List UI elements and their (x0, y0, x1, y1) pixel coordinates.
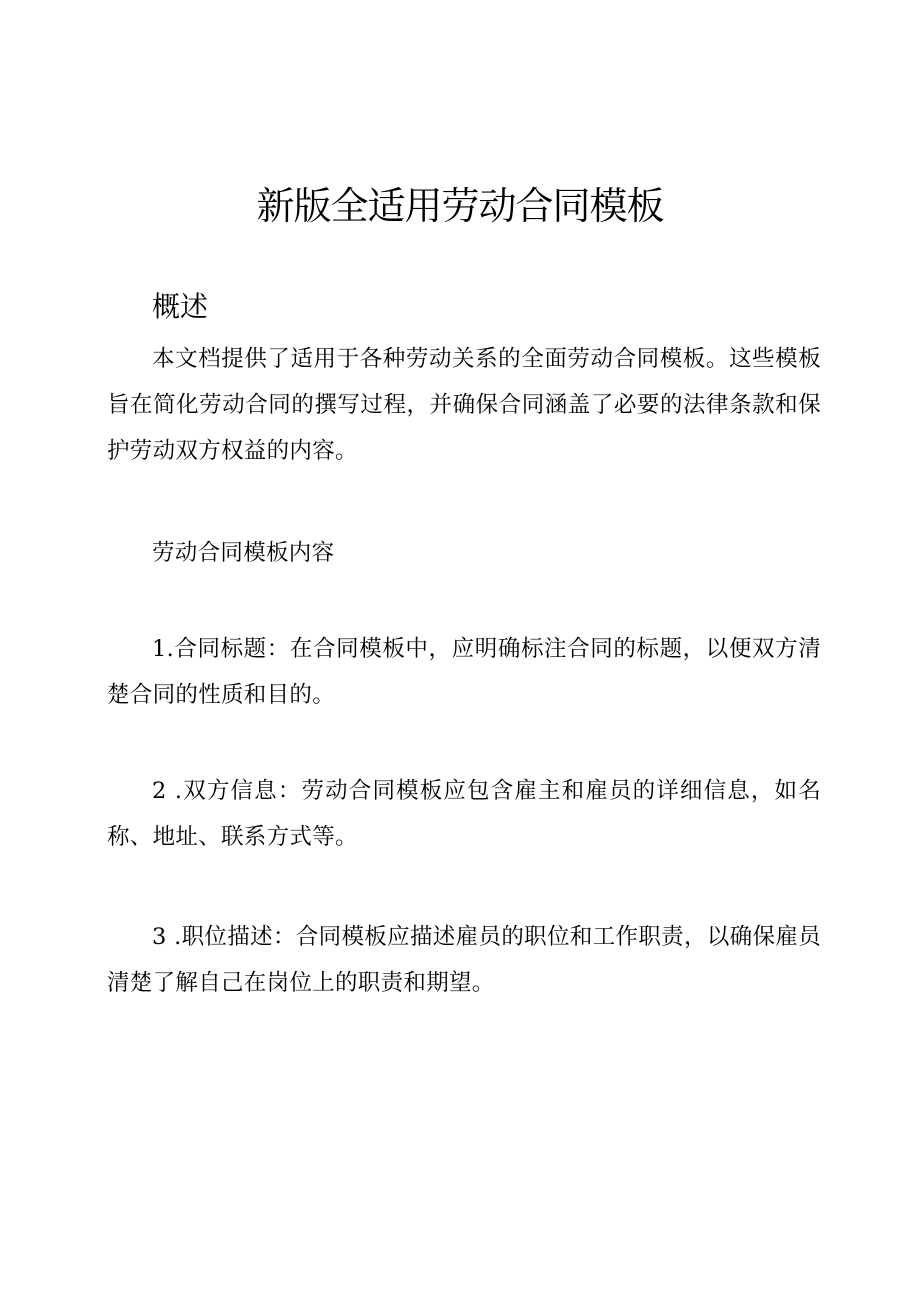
list-item-job-description: 3 .职位描述：合同模板应描述雇员的职位和工作职责，以确保雇员清楚了解自己在岗位上的职责和期望。 (107, 924, 821, 996)
document-title: 新版全适用劳动合同模板 (256, 184, 664, 228)
list-item-contract-title: 1.合同标题：在合同模板中，应明确标注合同的标题，以便双方清楚合同的性质和目的。 (107, 636, 821, 708)
contents-heading: 劳动合同模板内容 (152, 540, 335, 566)
list-item-party-info: 2 .双方信息：劳动合同模板应包含雇主和雇员的详细信息，如名称、地址、联系方式等。 (107, 778, 821, 850)
overview-paragraph: 本文档提供了适用于各种劳动关系的全面劳动合同模板。这些模板旨在简化劳动合同的撰写过程，并确保合同涵盖了必要的法律条款和保护劳动双方权益的内容。 (107, 346, 821, 464)
section-heading-overview: 概述 (152, 290, 209, 323)
